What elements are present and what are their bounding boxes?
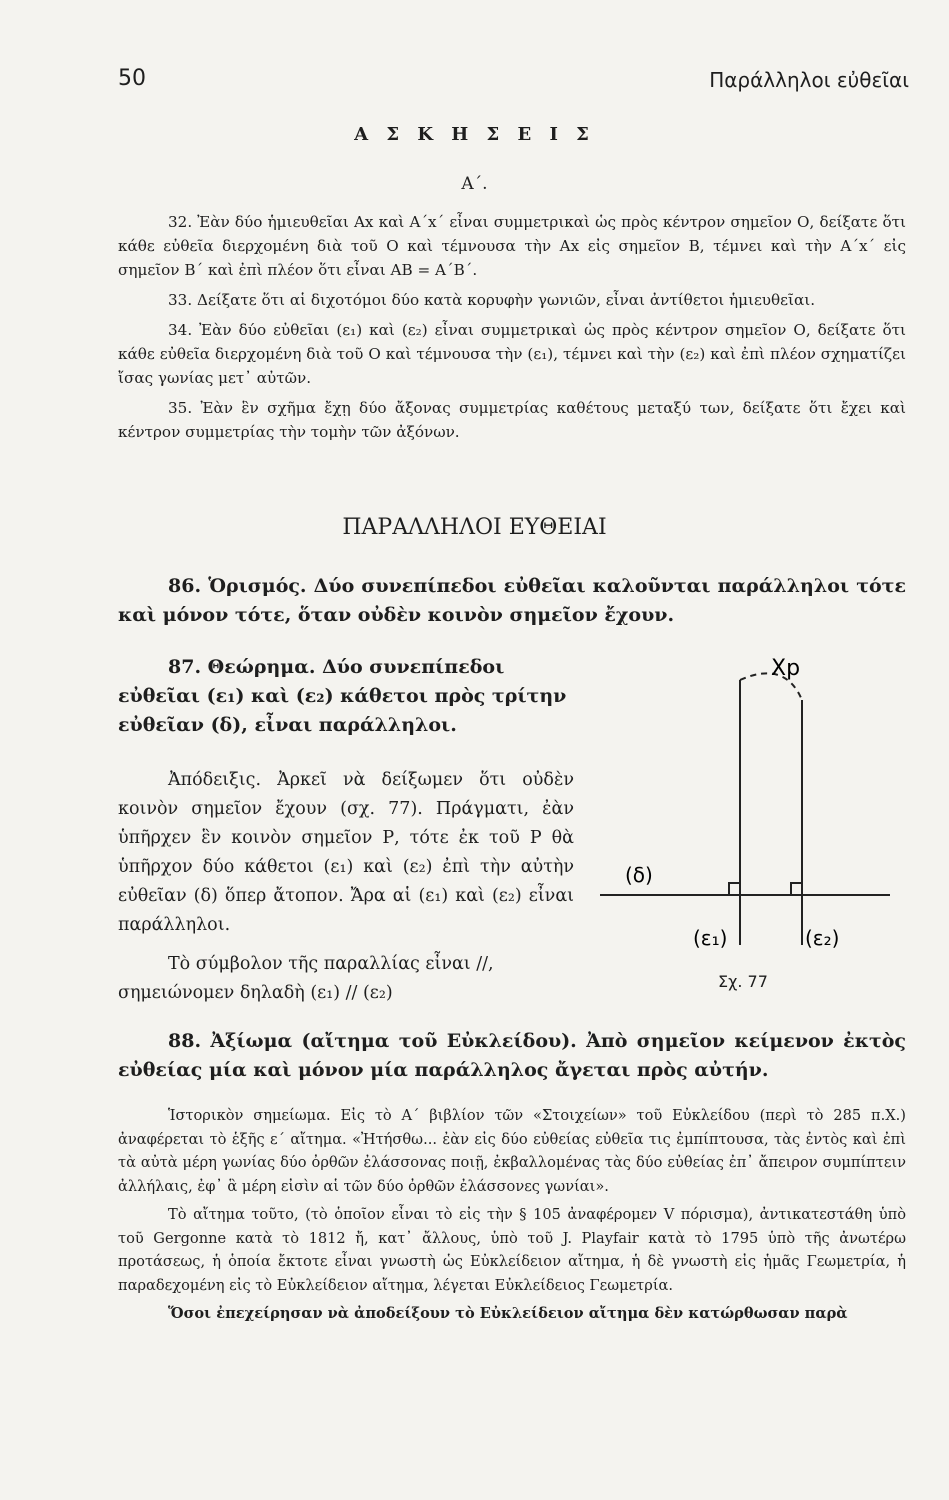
- section-title: ΠΑΡΑΛΛΗΛΟΙ ΕΥΘΕΙΑΙ: [342, 515, 607, 540]
- proof-text: Ἀπόδειξις. Ἀρκεῖ νὰ δείξωμεν ὅτι οὐδὲν κοινὸν σημεῖον ἔχουν (σχ. 77). Πράγματι, ἐὰν ὑπῆρχεν ἓν κοινὸν σημεῖον Ρ, τότε ἐκ τοῦ Ρ θὰ ὑπῆρχον δύο κάθετοι (ε₁) καὶ (ε₂) ἐπὶ τὴν αὐτὴν εὐθεῖαν (δ) ὅπερ ἄτοπον. Ἄρα αἱ (ε₁) καὶ (ε₂) εἶναι παράλληλοι.: [118, 770, 574, 935]
- figure-77: [595, 640, 895, 1000]
- label-e1: (ε₁): [693, 926, 728, 950]
- history-paragraph-2: Τὸ αἴτημα τοῦτο, (τὸ ὁποῖον εἶναι τὸ εἰς τὴν § 105 ἀναφέρομεν V πόρισμα), ἀντικατεστάθη ὑπὸ τοῦ Gergonne κατὰ τὸ 1812 ἤ, κατ᾽ ἄλλους, ὑπὸ τοῦ J. Playfair κατὰ τὸ 1795 ὑπὸ τῆς ἀνωτέρω προτάσεως, ἡ ὁποία ἔκτοτε εἶναι γνωστὴ ὡς Εὐκλείδειον αἴτημα, ἡ δὲ γνωστὴ εἰς ἡμᾶς Γεωμετρία, ἡ παραδεχομένη εἰς τὸ Εὐκλείδειον αἴτημα, λέγεται Εὐκλείδειος Γεωμετρία.: [118, 1206, 906, 1294]
- exercise-33: 33. Δείξατε ὅτι αἱ διχοτόμοι δύο κατὰ κορυφὴν γωνιῶν, εἶναι ἀντίθετοι ἡμιευθεῖαι.: [168, 291, 816, 309]
- label-point-p: Xp: [771, 656, 801, 681]
- theorem-87: [118, 653, 588, 740]
- proof-block: [118, 766, 574, 940]
- figure-caption: Σχ. 77: [718, 972, 768, 991]
- page-number: 50: [118, 66, 146, 91]
- running-title: Παράλληλοι εὐθεῖαι: [709, 68, 909, 92]
- axiom-text: 88. Ἀξίωμα (αἴτημα τοῦ Εὐκλείδου). Ἀπὸ σημεῖον κείμενον ἐκτὸς εὐθείας μία καὶ μόνον μία παράλληλος ἄγεται πρὸς αὐτήν.: [118, 1030, 906, 1081]
- exercise-35: 35. Ἐὰν ἓν σχῆμα ἔχῃ δύο ἄξονας συμμετρίας καθέτους μεταξύ των, δείξατε ὅτι ἔχει καὶ κέντρον συμμετρίας τὴν τομὴν τῶν ἀξόνων.: [118, 399, 906, 441]
- history-paragraph-1: Ἱστορικὸν σημείωμα. Εἰς τὸ Α΄ βιβλίον τῶν «Στοιχείων» τοῦ Εὐκλείδου (περὶ τὸ 285 π.Χ.) ἀναφέρεται τὸ ἑξῆς ε΄ αἴτημα. «Ἠτήσθω... ἐὰν εἰς δύο εὐθείας εὐθεῖα τις ἐμπίπτουσα, τὰς ἐντὸς καὶ ἐπὶ τὰ αὐτὰ μέρη γωνίας δύο ὀρθῶν ἐλάσσονας ποιῇ, ἐκβαλλομένας τὰς δύο εὐθείας ἐπ᾽ ἄπειρον συμπίπτειν ἀλλήλαις, ἐφ᾽ ἃ μέρη εἰσὶν αἱ τῶν δύο ὀρθῶν ἐλάσσονες γωνίαι».: [118, 1107, 906, 1195]
- exercises-title: Α Σ Κ Η Σ Ε Ι Σ: [354, 124, 595, 145]
- definition-text: 86. Ὁρισμός. Δύο συνεπίπεδοι εὐθεῖαι καλοῦνται παράλληλοι τότε καὶ μόνον τότε, ὅταν οὐδὲν κοινὸν σημεῖον ἔχουν.: [118, 575, 906, 626]
- axiom-88: [118, 1027, 906, 1085]
- right-angle-mark-e1: [729, 883, 740, 895]
- right-angle-mark-e2: [791, 883, 802, 895]
- label-e2: (ε₂): [805, 926, 840, 950]
- exercise-list: [118, 210, 906, 444]
- theorem-text: 87. Θεώρημα. Δύο συνεπίπεδοι εὐθεῖαι (ε₁) καὶ (ε₂) κάθετοι πρὸς τρίτην εὐθεῖαν (δ), εἶναι παράλληλοι.: [118, 656, 567, 736]
- exercises-subtitle: Α΄.: [461, 174, 488, 194]
- definition-86: [118, 572, 906, 630]
- label-delta: (δ): [625, 863, 653, 887]
- exercise-34: 34. Ἐὰν δύο εὐθεῖαι (ε₁) καὶ (ε₂) εἶναι συμμετρικαὶ ὡς πρὸς κέντρον σημεῖον Ο, δείξατε ὅτι κάθε εὐθεῖα διερχομένη διὰ τοῦ Ο καὶ τέμνουσα τὴν (ε₁), τέμνει καὶ τὴν (ε₂) καὶ ἐπὶ πλέον σχηματίζει ἴσας γωνίας μετ᾽ αὐτῶν.: [118, 321, 906, 387]
- history-paragraph-3: Ὅσοι ἐπεχείρησαν νὰ ἀποδείξουν τὸ Εὐκλείδειον αἴτημα δὲν κατώρθωσαν παρὰ: [168, 1305, 848, 1322]
- historical-note: [118, 1104, 906, 1326]
- symbol-text: Τὸ σύμβολον τῆς παραλλίας εἶναι //, σημειώνομεν δηλαδὴ (ε₁) // (ε₂): [118, 954, 494, 1003]
- symbol-block: [118, 950, 574, 1008]
- exercise-32: 32. Ἐὰν δύο ἡμιευθεῖαι Αx καὶ Α΄x΄ εἶναι συμμετρικαὶ ὡς πρὸς κέντρον σημεῖον Ο, δείξατε ὅτι κάθε εὐθεῖα διερχομένη διὰ τοῦ Ο καὶ τέμνουσα τὴν Αx εἰς σημεῖον Β, τέμνει καὶ τὴν Α΄x΄ εἰς σημεῖον Β΄ καὶ ἐπὶ πλέον ὅτι εἶναι ΑΒ = Α΄Β΄.: [118, 213, 906, 279]
